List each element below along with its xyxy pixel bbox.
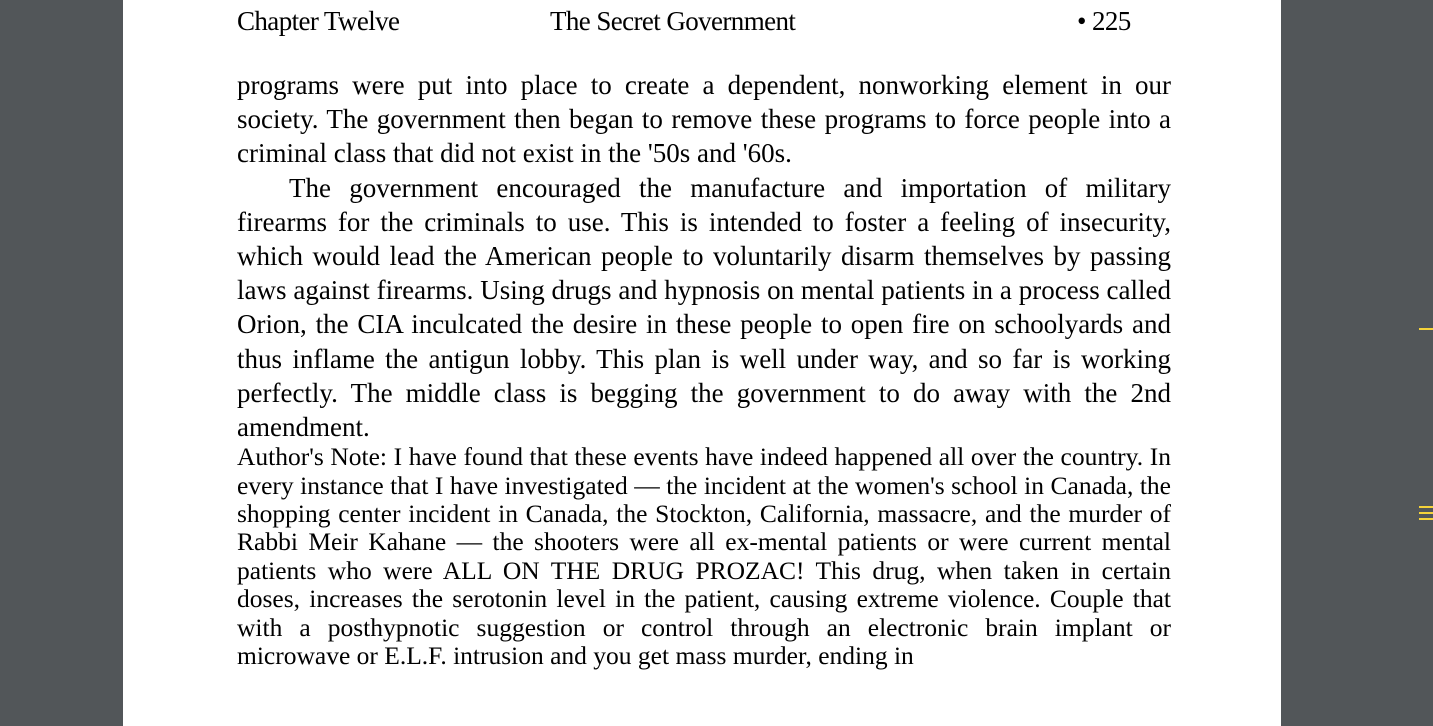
author-note-text: Author's Note: I have found that these events have indeed happened all over the country. In every instance that I have investigated — the incident at the women's school in Canada, the shopping center incident in Canada, the Stockton, California, massacre, and the murder of Rabbi Meir Kahane — the shooters were all ex-mental patients or were current mental patients who were ALL ON THE DRUG PROZAC! This drug, when taken in certain doses, increases the serotonin level in the patient, causing extreme violence. Couple that with a posthypnotic suggestion or control through an electronic brain implant or microwave or E.L.F. intrusion and you get mass murder, ending in [237,442,1171,671]
page-content [237,0,1171,670]
search-marker[interactable] [1419,512,1433,514]
header-title: The Secret Government [550,6,796,36]
running-header [237,0,1171,44]
paragraph-2: The government encouraged the manufacture and importation of military firearms for the criminals to use. This is intended to foster a feeling of insecurity, which would lead the American people to voluntarily disarm themselves by passing laws against firearms. Using drugs and hypnosis on mental patients in a process called Orion, the CIA inculcated the desire in these people to open fire on schoolyards and thus inflame the antigun lobby. This plan is well under way, and so far is working perfectly. The middle class is begging the government to do away with the 2nd amendment. [237,172,1171,443]
body-text [237,68,1171,444]
search-marker[interactable] [1419,506,1433,508]
scrollbar-search-markers[interactable] [1417,0,1433,726]
header-chapter: Chapter Twelve [237,6,400,36]
search-marker[interactable] [1419,518,1433,520]
paragraph-1: programs were put into place to create a dependent, nonworking element in our society. The government then began to remove these programs to force people into a criminal class that did not exist in the '50s and '60s. [237,70,1171,169]
search-marker[interactable] [1419,328,1433,330]
document-page [123,0,1281,726]
header-page-number: • 225 [1077,6,1131,36]
author-note [237,443,1171,670]
